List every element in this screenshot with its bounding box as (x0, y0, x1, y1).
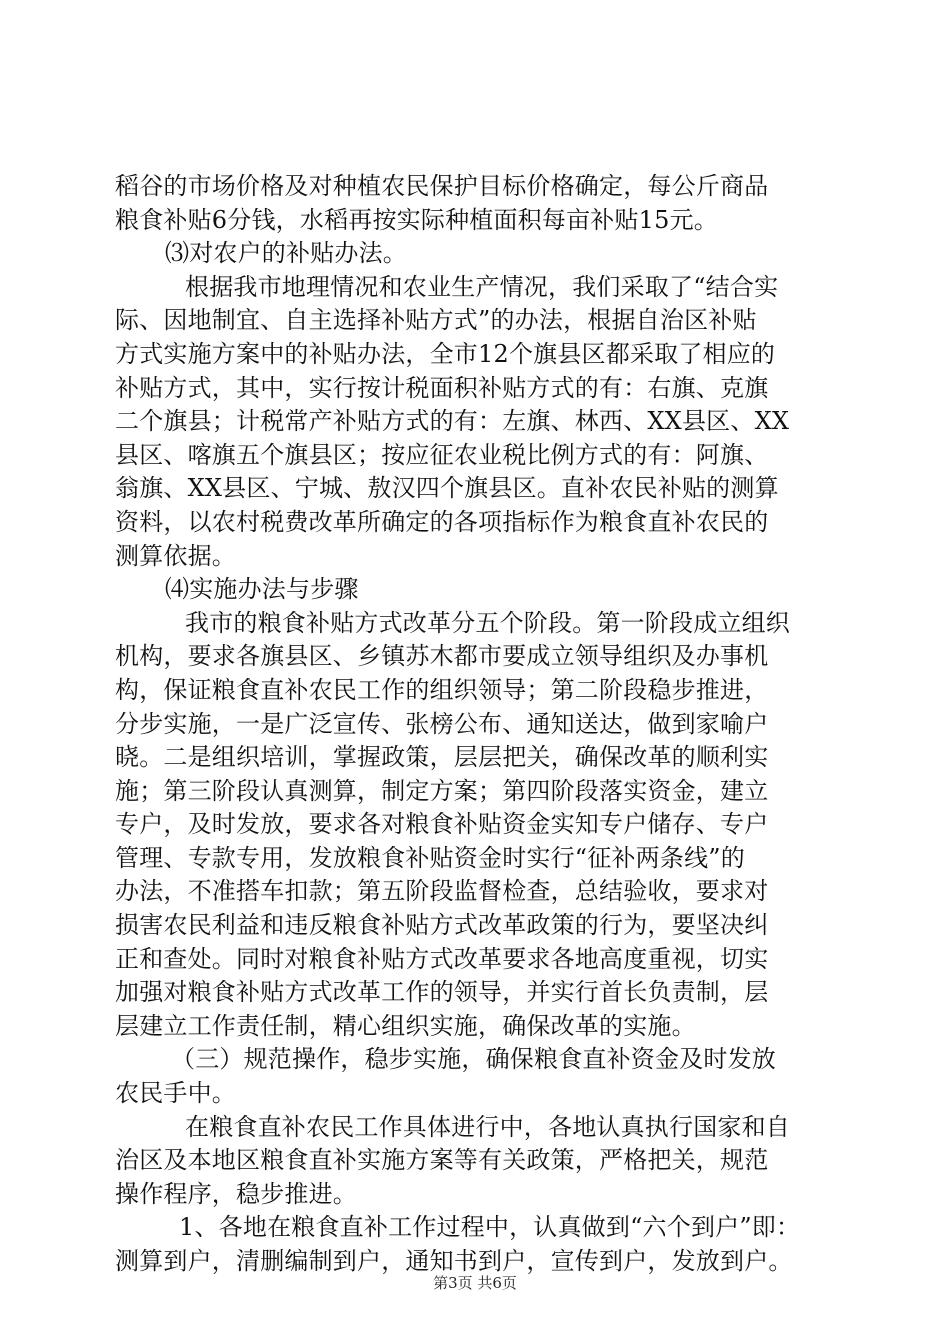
text-line: 测算依据。 (115, 541, 236, 570)
text-line: 层建立工作责任制，精心组织实施，确保改革的实施。 (115, 1011, 696, 1040)
text-line: 操作程序，稳步推进。 (115, 1179, 357, 1208)
text-line: 翁旗、XX县区、宁城、敖汉四个旗县区。直补农民补贴的测算 (115, 474, 779, 503)
text-line: 粮食补贴6分钱，水稻再按实际种植面积每亩补贴15元。 (115, 205, 719, 234)
text-line: 际、因地制宜、自主选择补贴方式”的办法，根据自治区补贴 (115, 306, 757, 335)
text-line: 县区、喀旗五个旗县区；按应征农业税比例方式的有：阿旗、 (115, 440, 769, 469)
text-line: 正和查处。同时对粮食补贴方式改革要求各地高度重视，切实 (115, 944, 769, 973)
page-number-footer: 第3页 共6页 (433, 1274, 517, 1292)
text-line: 稻谷的市场价格及对种植农民保护目标价格确定，每公斤商品 (115, 172, 769, 200)
text-line: 晓。二是组织培训，掌握政策，层层把关，确保改革的顺利实 (115, 743, 769, 772)
text-line: 方式实施方案中的补贴办法，全市12个旗县区都采取了相应的 (115, 339, 776, 368)
text-line: 施；第三阶段认真测算，制定方案；第四阶段落实资金，建立 (115, 776, 769, 805)
text-line: 治区及本地区粮食直补实施方案等有关政策，严格把关，规范 (115, 1146, 769, 1175)
text-line: 1、各地在粮食直补工作过程中，认真做到“六个到户”即： (179, 1213, 801, 1242)
text-line: 二个旗县；计税常产补贴方式的有：左旗、林西、XX县区、XX (115, 407, 790, 436)
text-line: 加强对粮食补贴方式改革工作的领导，并实行首长负责制，层 (115, 978, 769, 1007)
subheading: ⑷实施办法与步骤 (165, 575, 359, 604)
section-heading: （三）规范操作，稳步实施，确保粮食直补资金及时发放 (171, 1045, 776, 1074)
text-line: 办法，不准搭车扣款；第五阶段监督检查，总结验收，要求对 (115, 877, 769, 906)
text-line: 专户，及时发放，要求各对粮食补贴资金实知专户储存、专户 (115, 810, 769, 839)
text-line: 测算到户，清删编制到户，通知书到户，宣传到户，发放到户。 (115, 1247, 793, 1275)
text-line: 在粮食直补农民工作具体进行中，各地认真执行国家和自 (185, 1112, 790, 1141)
text-line: 机构，要求各旗县区、乡镇苏木都市要成立领导组织及办事机 (115, 642, 769, 671)
subheading: ⑶对农户的补贴办法。 (165, 239, 407, 268)
text-line: 管理、专款专用，发放粮食补贴资金时实行“征补两条线”的 (115, 843, 745, 872)
text-line: 补贴方式，其中，实行按计税面积补贴方式的有：右旗、克旗 (115, 373, 769, 402)
text-line: 分步实施，一是广泛宣传、张榜公布、通知送达，做到家喻户 (115, 709, 769, 738)
text-line: 构，保证粮食直补农民工作的组织领导；第二阶段稳步推进， (115, 675, 769, 704)
document-body (115, 170, 845, 1279)
text-line: 我市的粮食补贴方式改革分五个阶段。第一阶段成立组织 (185, 608, 790, 637)
text-line: 农民手中。 (115, 1079, 236, 1108)
text-line: 资料，以农村税费改革所确定的各项指标作为粮食直补农民的 (115, 507, 769, 536)
text-line: 根据我市地理情况和农业生产情况，我们采取了“结合实 (185, 272, 779, 301)
text-line: 损害农民利益和违反粮食补贴方式改革政策的行为，要坚决纠 (115, 911, 769, 940)
